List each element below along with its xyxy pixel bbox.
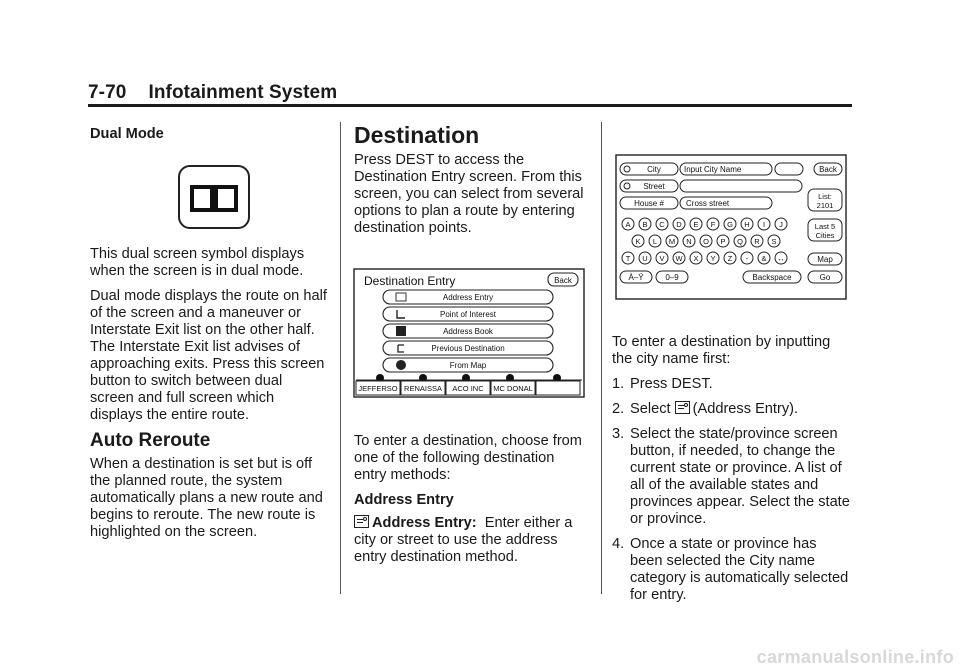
svg-text:Address Book: Address Book — [443, 327, 493, 336]
svg-text:From Map: From Map — [449, 361, 487, 370]
column-divider-2 — [601, 122, 602, 594]
svg-text:↔: ↔ — [777, 254, 785, 263]
address-entry-icon — [354, 515, 369, 528]
svg-text:Z: Z — [727, 254, 733, 263]
svg-text:K: K — [635, 237, 641, 246]
svg-text:Input City Name: Input City Name — [684, 165, 742, 174]
column-divider-1 — [340, 122, 341, 594]
auto-reroute-paragraph: When a destination is set but is off the planned route, the system automatically plans a new route and begins to reroute. The new route is highlighted on the screen. — [90, 456, 323, 540]
dual-mode-paragraph-1: This dual screen symbol displays when the screen is in dual mode. — [90, 246, 305, 279]
address-entry-heading: Address Entry — [354, 492, 454, 508]
address-entry-paragraph: Address Entry: Enter either a city or street to use the address entry destination method. — [354, 515, 573, 565]
dual-screen-icon — [178, 165, 250, 229]
svg-text:F: F — [710, 220, 716, 229]
svg-text:Back: Back — [819, 165, 837, 174]
svg-text:O: O — [703, 237, 709, 246]
svg-text:Previous Destination: Previous Destination — [431, 344, 505, 353]
svg-text:A: A — [625, 220, 631, 229]
svg-text:List:: List: — [818, 192, 832, 201]
city-entry-screen — [614, 154, 850, 302]
column-2 — [354, 118, 586, 574]
step-4: 4. Once a state or province has been selected the City name category is automatically selected for entry. — [612, 536, 849, 603]
svg-text:I: I — [762, 220, 766, 229]
svg-text:JEFFERSO: JEFFERSO — [358, 384, 398, 393]
destination-heading: Destination — [354, 122, 480, 148]
svg-text:S: S — [771, 237, 777, 246]
address-entry-icon — [675, 401, 690, 414]
svg-text:T: T — [625, 254, 631, 263]
svg-text:-: - — [745, 254, 749, 263]
header-rule — [88, 104, 852, 107]
svg-text:J: J — [779, 220, 783, 229]
svg-text:2101: 2101 — [816, 201, 834, 210]
svg-text:N: N — [686, 237, 692, 246]
step-1: 1. Press DEST. — [612, 376, 713, 392]
svg-text:B: B — [642, 220, 648, 229]
svg-text:Backspace: Backspace — [752, 273, 792, 282]
page-header — [88, 82, 337, 104]
screen1-tabs — [356, 381, 580, 395]
svg-text:Back: Back — [554, 276, 572, 285]
svg-text:M: M — [668, 237, 676, 246]
svg-text:&: & — [761, 254, 767, 263]
svg-text:City: City — [647, 165, 661, 174]
svg-text:H: H — [744, 220, 750, 229]
svg-text:D: D — [676, 220, 682, 229]
svg-text:Cities: Cities — [815, 231, 835, 240]
menu-item-previous-destination — [383, 341, 553, 355]
svg-text:V: V — [659, 254, 665, 263]
svg-text:RENAISSA: RENAISSA — [404, 384, 442, 393]
svg-text:Address Entry: Address Entry — [442, 293, 494, 302]
city-intro-paragraph: To enter a destination by inputting the city name first: — [612, 334, 831, 367]
svg-text:0–9: 0–9 — [665, 273, 679, 282]
step-3: 3. Select the state/province screen button, if needed, to change the current state or province. A list of all of the available states and provinces appear. Select the state or province. — [612, 426, 850, 527]
screen1-title: Destination Entry — [364, 274, 456, 288]
step-2: 2. Select (Address Entry). — [612, 401, 799, 417]
svg-text:Y: Y — [710, 254, 716, 263]
dual-mode-paragraph-2: Dual mode displays the route on half of the screen and a maneuver or Interstate Exit list on the other half. The Interstate Exit list advises of approaching exits. Press this screen button to switch between dual screen and full screen which displays the entire route. — [90, 288, 327, 423]
svg-text:Map: Map — [817, 255, 833, 264]
svg-text:L: L — [652, 237, 658, 246]
section-title: Infotainment System — [148, 82, 338, 103]
svg-text:Q: Q — [737, 237, 743, 246]
menu-item-address-book — [383, 324, 553, 338]
dual-mode-heading: Dual Mode — [90, 126, 164, 142]
destination-paragraph: Press DEST to access the Destination Entry screen. From this screen, you can select from several options to plan a route by entering destination points. — [354, 152, 584, 236]
destination-entry-screen — [352, 267, 588, 403]
column-3 — [612, 118, 852, 612]
svg-text:R: R — [754, 237, 760, 246]
svg-text:MC DONAL: MC DONAL — [493, 384, 533, 393]
svg-text:À–Ÿ: À–Ÿ — [628, 273, 644, 282]
svg-text:G: G — [727, 220, 733, 229]
key-row-2 — [632, 235, 780, 247]
svg-text:C: C — [659, 220, 665, 229]
svg-text:Last 5: Last 5 — [814, 222, 836, 231]
menu-item-point-of-interest — [383, 307, 553, 321]
svg-text:E: E — [693, 220, 699, 229]
svg-text:X: X — [693, 254, 699, 263]
svg-text:U: U — [642, 254, 648, 263]
auto-reroute-heading: Auto Reroute — [90, 430, 211, 451]
svg-text:W: W — [675, 254, 683, 263]
svg-text:ACO INC: ACO INC — [452, 384, 484, 393]
steps-list — [612, 376, 852, 604]
svg-text:Street: Street — [643, 182, 665, 191]
column-1 — [90, 118, 330, 549]
menu-item-from-map — [383, 358, 553, 372]
menu-item-address-entry — [383, 290, 553, 304]
page-number: 7-70 — [88, 82, 127, 103]
svg-text:P: P — [720, 237, 726, 246]
watermark: carmanualsonline.info — [756, 647, 954, 667]
entry-methods-paragraph: To enter a destination, choose from one of the following destination entry methods: — [354, 433, 582, 483]
svg-text:Go: Go — [819, 273, 831, 282]
svg-text:Cross street: Cross street — [686, 199, 730, 208]
svg-text:House #: House # — [634, 199, 664, 208]
svg-text:Point of Interest: Point of Interest — [439, 310, 497, 319]
